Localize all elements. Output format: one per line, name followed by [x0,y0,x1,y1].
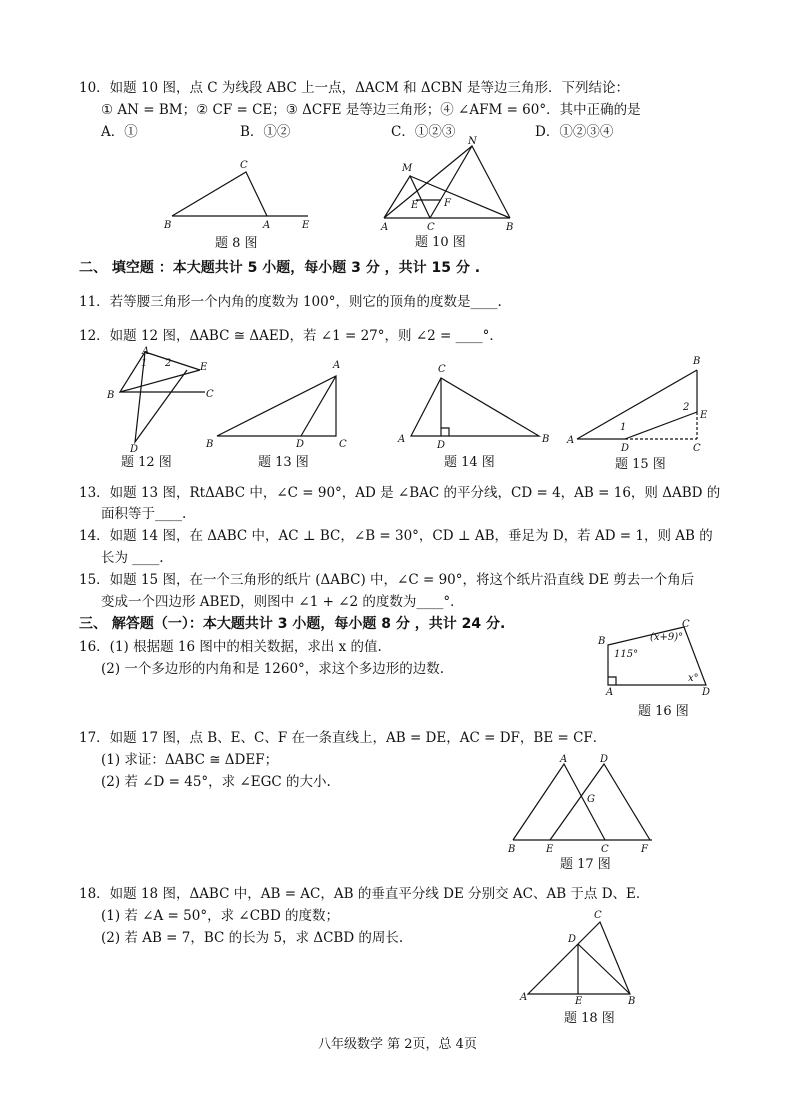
fig14-label-a: A [398,434,406,445]
figure-18 [518,908,648,1008]
fig12-label-a: A [142,346,150,357]
fig15-caption: 题 15 图 [615,457,666,472]
fig15-label-2: 2 [683,402,690,413]
fig8-label-a: A [263,220,271,231]
q10-line1: 10．如题 10 图，点 C 为线段 ABC 上一点，ΔACM 和 ΔCBN 是等边三角形．下列结论： [79,80,630,96]
fig12-label-d: D [130,444,139,455]
fig12-label-b: B [107,390,115,401]
fig13-caption: 题 13 图 [258,455,309,470]
fig12-label-c: C [206,389,214,400]
fig18-label-c: C [594,910,602,921]
fig17-label-g: G [587,794,595,805]
fig14-caption: 题 14 图 [444,455,495,470]
fig16-label-b: B [598,636,606,647]
fig10-label-e: E [411,200,419,211]
fig13-label-c: C [339,439,347,450]
section-3-heading: 三、 解答题（一）：本大题共计 3 小题，每小题 8 分 ，共计 24 分. [79,616,506,632]
fig18-label-a: A [520,992,528,1003]
q10-option-b: B．①② [240,124,291,140]
q14-line2: 长为 ____. [101,550,164,566]
figure-12 [105,346,215,456]
q15-line2: 变成一个四边形 ABED，则图中 ∠1 + ∠2 的度数为____°． [101,594,464,610]
fig10-label-m: M [402,163,413,174]
fig8-label-c: C [240,160,248,171]
q12: 12．如题 12 图，ΔABC ≅ ΔAED，若 ∠1 = 27°，则 ∠2 = ____°． [79,328,503,344]
figure-15 [565,354,710,454]
fig17-label-d: D [600,754,609,765]
q10-option-a: A．① [101,124,138,140]
fig16-label-d: D [702,687,711,698]
fig15-label-1: 1 [620,422,627,433]
fig14-label-d: D [437,440,446,451]
fig13-label-b: B [206,439,214,450]
fig17-label-b: B [508,844,516,855]
fig12-label-2: 2 [165,358,172,369]
fig12-label-e: E [200,362,208,373]
fig16-label-angle-d: x° [688,673,699,684]
q14-line1: 14．如题 14 图，在 ΔABC 中，AC ⊥ BC，∠B = 30°，CD ⊥ AB，垂足为 D，若 AD = 1，则 AB 的 [79,528,713,544]
q10-option-c: C．①②③ [391,124,456,140]
page-footer: 八年级数学 第 2页，总 4页 [318,1037,477,1052]
fig18-label-e: E [575,996,583,1007]
fig15-label-b: B [693,356,701,367]
fig15-label-c: C [693,443,701,454]
q17-line2: (1) 求证：ΔABC ≅ ΔDEF； [101,752,279,768]
fig10-label-f: F [444,198,451,209]
q15-line1: 15．如题 15 图，在一个三角形的纸片 (ΔABC) 中，∠C = 90°，将这个纸片沿直线 DE 剪去一个角后 [79,572,695,588]
fig12-label-1: 1 [141,358,148,369]
fig18-label-d: D [568,934,577,945]
q17-line3: (2) 若 ∠D = 45°，求 ∠EGC 的大小. [101,774,331,790]
fig17-caption: 题 17 图 [560,857,611,872]
figure-17 [505,752,660,857]
q16-line1: 16．(1) 根据题 16 图中的相关数据，求出 x 的值. [79,639,382,655]
fig13-label-a: A [333,360,341,371]
fig16-label-c: C [682,619,690,630]
figure-10 [378,138,528,233]
q18-line3: (2) 若 AB = 7，BC 的长为 5，求 ΔCBD 的周长. [101,930,404,946]
fig17-label-f: F [641,844,648,855]
fig14-label-b: B [542,434,550,445]
figure-8 [160,158,350,233]
fig10-label-b: B [506,222,514,233]
q18-line1: 18．如题 18 图，ΔABC 中，AB = AC，AB 的垂直平分线 DE 分别交 AC、AB 于点 D、E． [79,886,650,902]
q10-line2: ① AN = BM；② CF = CE；③ ΔCFE 是等边三角形；④ ∠AFM = 60°．其中正确的是 [101,102,641,118]
q16-line2: (2) 一个多边形的内角和是 1260°，求这个多边形的边数. [101,661,445,677]
fig17-label-c: C [601,844,609,855]
fig18-label-b: B [628,996,636,1007]
fig15-label-a: A [567,435,575,446]
fig10-label-n: N [468,136,477,147]
fig16-caption: 题 16 图 [638,704,689,719]
fig15-label-e: E [700,410,708,421]
fig17-label-a: A [560,754,568,765]
q13-line2: 面积等于____. [101,506,187,522]
fig14-label-c: C [438,364,446,375]
q18-line2: (1) 若 ∠A = 50°，求 ∠CBD 的度数； [101,908,340,924]
section-2-heading: 二、 填空题 ：本大题共计 5 小题，每小题 3 分 ，共计 15 分 . [79,260,481,276]
fig10-label-a: A [381,222,389,233]
q17-line1: 17．如题 17 图，点 B、E、C、F 在一条直线上，AB = DE，AC = DF，BE = CF． [79,730,607,746]
fig16-label-angle-c: (x+9)° [650,632,684,643]
fig8-label-e: E [302,220,310,231]
fig8-caption: 题 8 图 [215,236,258,251]
fig10-label-c: C [427,222,435,233]
figure-13 [203,356,363,451]
q10-option-d: D．①②③④ [535,124,614,140]
fig18-caption: 题 18 图 [564,1011,615,1026]
fig15-label-d: D [621,443,630,454]
fig8-label-b: B [164,220,172,231]
fig13-label-d: D [296,439,305,450]
fig12-caption: 题 12 图 [121,455,172,470]
q13-line1: 13．如题 13 图，RtΔABC 中，∠C = 90°，AD 是 ∠BAC 的平分线，CD = 4，AB = 16，则 ΔABD 的 [79,485,721,501]
fig10-caption: 题 10 图 [415,235,466,250]
q11: 11．若等腰三角形一个内角的度数为 100°，则它的顶角的度数是____. [79,294,502,310]
fig16-label-angle-b: 115° [614,649,639,660]
fig16-label-a: A [606,687,614,698]
figure-16 [596,619,721,700]
figure-14 [395,362,565,452]
fig17-label-e: E [546,844,554,855]
